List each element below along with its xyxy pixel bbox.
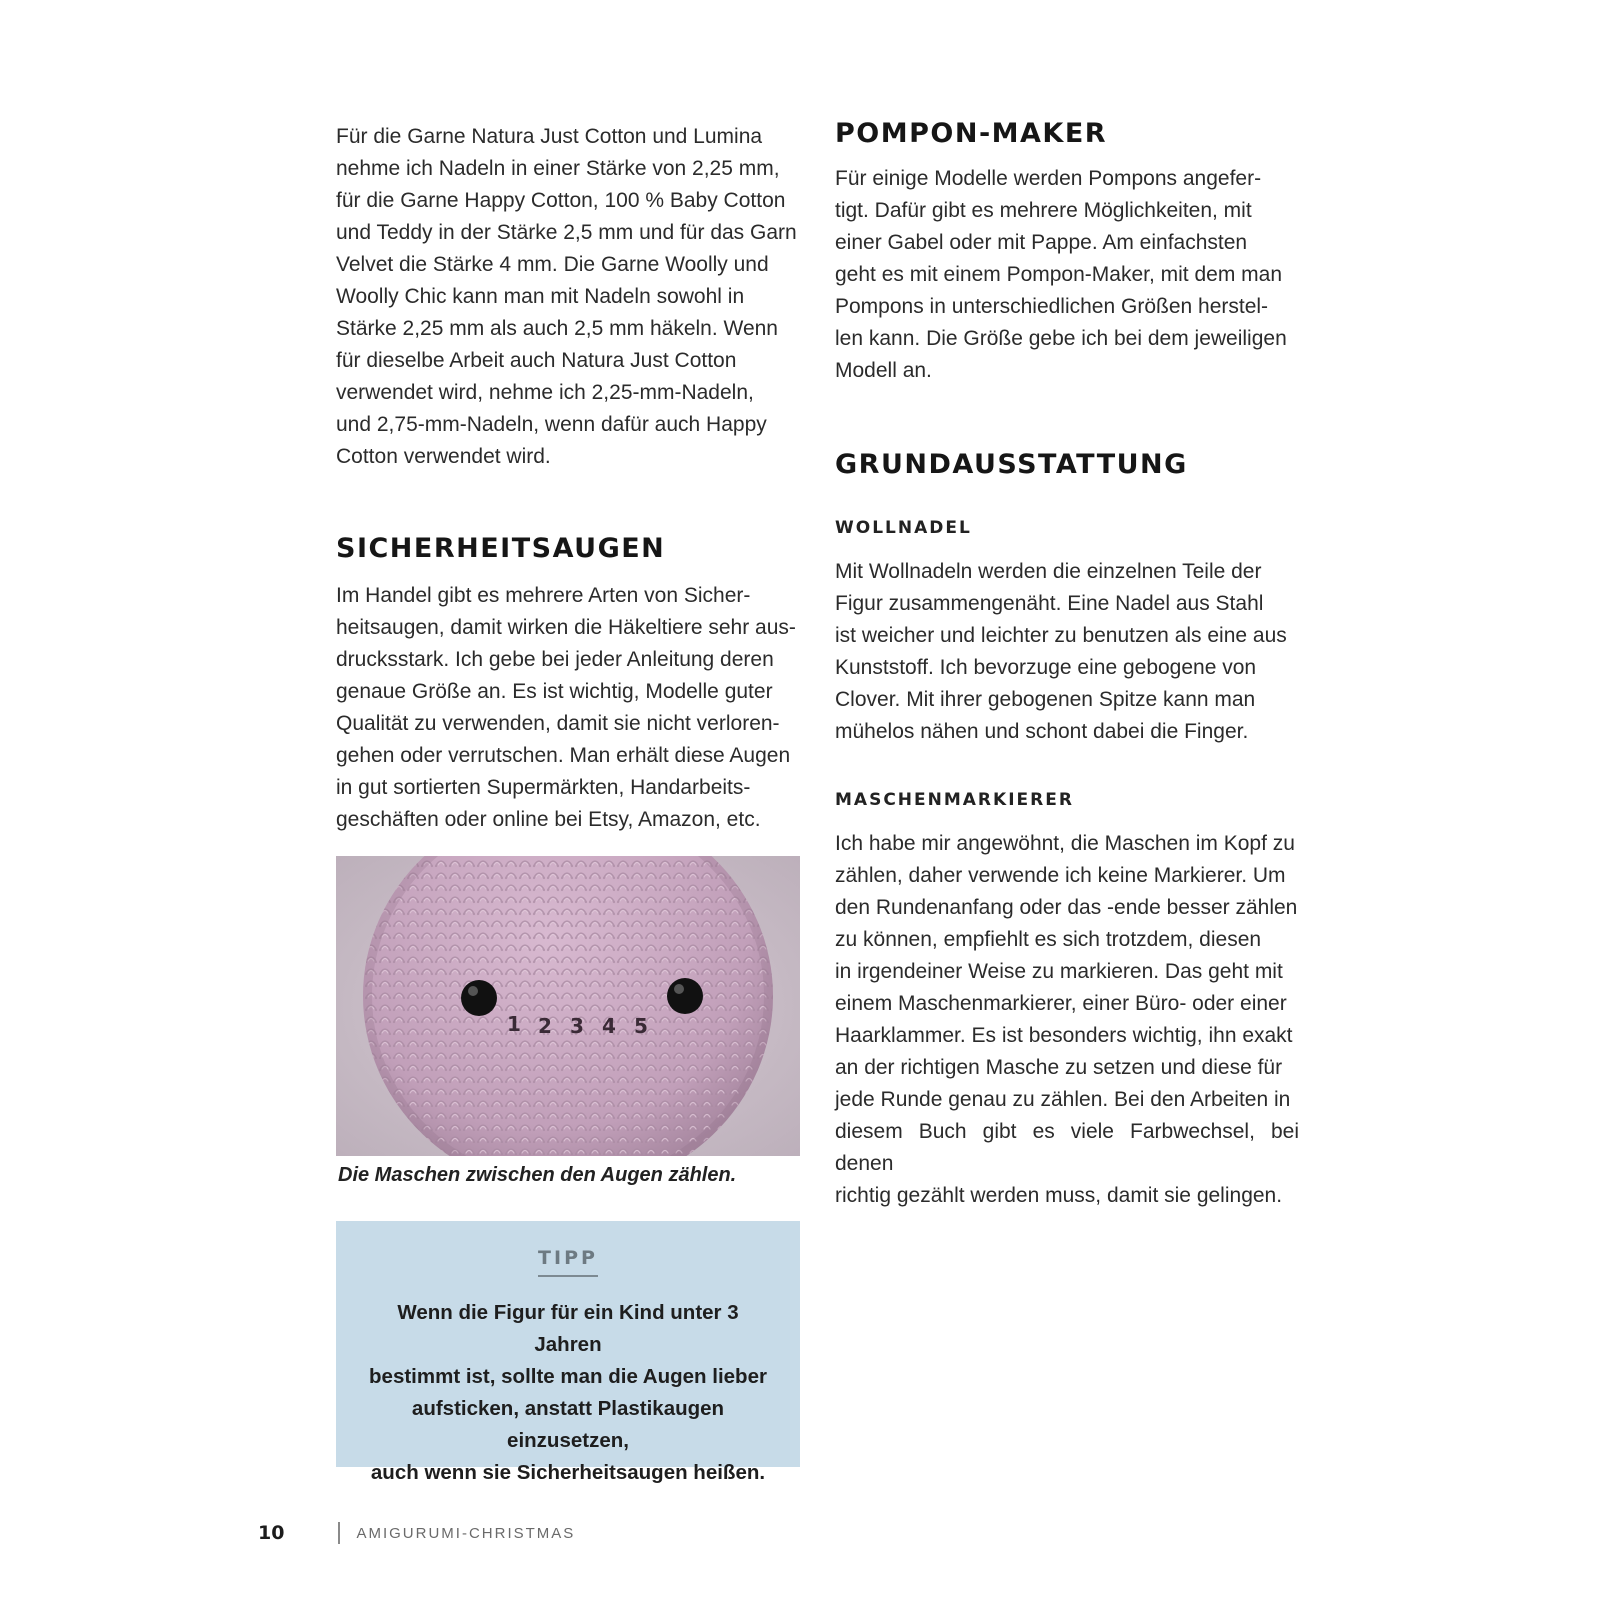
text-line: für die Garne Happy Cotton, 100 % Baby Cotton — [336, 189, 786, 212]
crochet-head-illustration — [336, 856, 800, 1156]
text-line: Wenn die Figur für ein Kind unter 3 Jahren — [397, 1301, 739, 1356]
stitch-number: 5 — [634, 1014, 648, 1038]
maschenmarkierer-paragraph — [835, 828, 1299, 1212]
text-line: Woolly Chic kann man mit Nadeln sowohl in — [336, 285, 745, 308]
heading-grundausstattung: GRUNDAUSSTATTUNG — [835, 449, 1188, 480]
wollnadel-paragraph — [835, 556, 1299, 748]
text-line: Pompons in unterschiedlichen Größen herstel- — [835, 295, 1269, 318]
text-line: len kann. Die Größe gebe ich bei dem jeweiligen — [835, 327, 1287, 350]
heading-pompon-maker: POMPON-MAKER — [835, 118, 1108, 149]
text-line: verwendet wird, nehme ich 2,25-mm-Nadeln, — [336, 381, 754, 404]
text-line: tigt. Dafür gibt es mehrere Möglichkeiten, mit — [835, 199, 1252, 222]
text-line: Haarklammer. Es ist besonders wichtig, ihn exakt — [835, 1024, 1293, 1047]
text-line: diesem Buch gibt es viele Farbwechsel, bei denen — [835, 1120, 1299, 1175]
text-line: einem Maschenmarkierer, einer Büro- oder einer — [835, 992, 1287, 1015]
running-title: AMIGURUMI-CHRISTMAS — [356, 1524, 576, 1542]
text-line: heitsaugen, damit wirken die Häkeltiere sehr aus- — [336, 616, 796, 639]
crochet-head-photo — [336, 856, 800, 1156]
sicherheitsaugen-paragraph — [336, 580, 800, 836]
text-line: Für einige Modelle werden Pompons angefer- — [835, 167, 1262, 190]
text-line: in irgendeiner Weise zu markieren. Das geht mit — [835, 960, 1283, 983]
text-line: Ich habe mir angewöhnt, die Maschen im Kopf zu — [835, 832, 1295, 855]
page-footer — [258, 1522, 575, 1544]
text-line: zählen, daher verwende ich keine Markierer. Um — [835, 864, 1286, 887]
text-line: und 2,75-mm-Nadeln, wenn dafür auch Happy — [336, 413, 767, 436]
stitch-number: 2 — [538, 1014, 552, 1038]
text-line: Cotton verwendet wird. — [336, 445, 551, 468]
text-line: den Rundenanfang oder das -ende besser zählen — [835, 896, 1298, 919]
intro-paragraph — [336, 121, 800, 473]
text-line: an der richtigen Masche zu setzen und diese für — [835, 1056, 1283, 1079]
text-line: auch wenn sie Sicherheitsaugen heißen. — [370, 1461, 766, 1484]
heading-maschenmarkierer: MASCHENMARKIERER — [835, 790, 1074, 810]
text-line: in gut sortierten Supermärkten, Handarbeits- — [336, 776, 751, 799]
pompon-paragraph — [835, 163, 1299, 387]
stitch-number: 3 — [570, 1014, 584, 1038]
text-line: Clover. Mit ihrer gebogenen Spitze kann man — [835, 688, 1256, 711]
text-line: gehen oder verrutschen. Man erhält diese Augen — [336, 744, 791, 767]
text-line: Figur zusammengenäht. Eine Nadel aus Stahl — [835, 592, 1264, 615]
tipp-text — [362, 1297, 774, 1489]
text-line: bestimmt ist, sollte man die Augen lieber — [369, 1365, 767, 1388]
text-line: ist weicher und leichter zu benutzen als eine aus — [835, 624, 1287, 647]
tipp-box — [336, 1221, 800, 1484]
footer-divider — [338, 1522, 340, 1544]
text-line: einer Gabel oder mit Pappe. Am einfachsten — [835, 231, 1248, 254]
left-column — [336, 118, 800, 1484]
tipp-title: TIPP — [538, 1247, 598, 1277]
right-column — [835, 118, 1299, 1212]
stitch-number: 1 — [507, 1012, 521, 1036]
text-line: und Teddy in der Stärke 2,5 mm und für das Garn — [336, 221, 797, 244]
text-line: genaue Größe an. Es ist wichtig, Modelle guter — [336, 680, 773, 703]
text-line: für dieselbe Arbeit auch Natura Just Cotton — [336, 349, 737, 372]
text-line: Stärke 2,25 mm als auch 2,5 mm häkeln. Wenn — [336, 317, 778, 340]
stitch-number: 4 — [602, 1014, 616, 1038]
text-line: Für die Garne Natura Just Cotton und Lumina — [336, 125, 763, 148]
text-line: geht es mit einem Pompon-Maker, mit dem man — [835, 263, 1283, 286]
text-line: nehme ich Nadeln in einer Stärke von 2,25 mm, — [336, 157, 780, 180]
photo-caption: Die Maschen zwischen den Augen zählen. — [338, 1164, 737, 1186]
text-line: Kunststoff. Ich bevorzuge eine gebogene von — [835, 656, 1257, 679]
text-line: Mit Wollnadeln werden die einzelnen Teile der — [835, 560, 1262, 583]
text-line: drucksstark. Ich gebe bei jeder Anleitung deren — [336, 648, 774, 671]
text-line: zu können, empfiehlt es sich trotzdem, diesen — [835, 928, 1262, 951]
text-line: Qualität zu verwenden, damit sie nicht verloren- — [336, 712, 780, 735]
text-line: Velvet die Stärke 4 mm. Die Garne Woolly und — [336, 253, 769, 276]
text-line: geschäften oder online bei Etsy, Amazon, etc. — [336, 808, 761, 831]
text-line: aufsticken, anstatt Plastikaugen einzusetzen, — [411, 1397, 725, 1452]
page-number: 10 — [258, 1522, 285, 1544]
text-line: jede Runde genau zu zählen. Bei den Arbeiten in — [835, 1088, 1291, 1111]
text-line: Im Handel gibt es mehrere Arten von Sicher- — [336, 584, 751, 607]
heading-sicherheitsaugen: SICHERHEITSAUGEN — [336, 533, 666, 564]
text-line: Modell an. — [835, 359, 932, 382]
text-line: mühelos nähen und schont dabei die Finger. — [835, 720, 1249, 743]
text-line: richtig gezählt werden muss, damit sie gelingen. — [835, 1184, 1283, 1207]
heading-wollnadel: WOLLNADEL — [835, 518, 972, 538]
